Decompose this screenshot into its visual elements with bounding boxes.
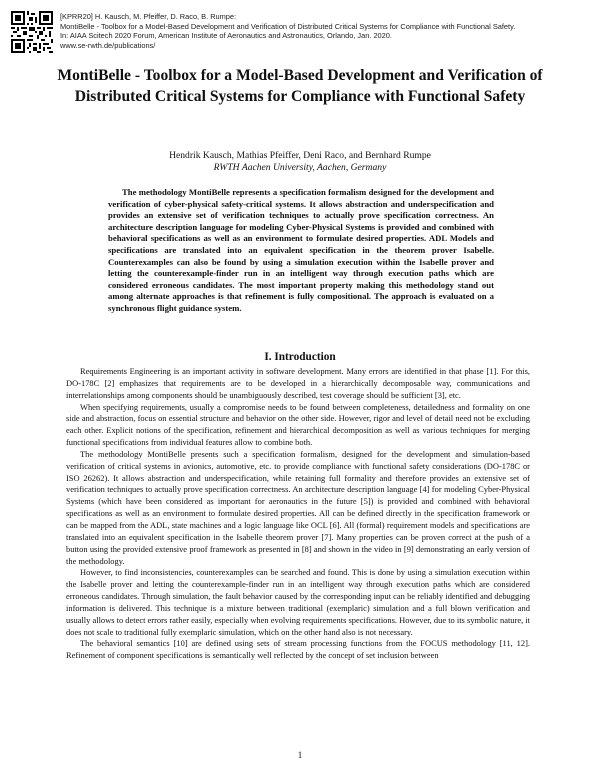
citation-header (60, 12, 590, 50)
citation-url[interactable]: www.se-rwth.de/publications/ (60, 40, 156, 50)
page-number: 1 (297, 750, 303, 760)
affiliation: RWTH Aachen University, Aachen, Germany (213, 162, 387, 173)
citation-line-1: [KPRR20] H. Kausch, M. Pfeiffer, D. Raco, B. Rumpe: (60, 12, 237, 21)
section-heading: I. Introduction (264, 351, 336, 363)
abstract-text: The methodology MontiBelle represents a specification formalism designed for the development and verification of cyber-physical safety-critical systems. It allows abstraction and underspecification and provides an extensive set of verification techniques to actually prove specification correctness. An architecture description language for modeling Cyber-Physical Systems is provided and combined with behavioral specifications as well as an environment to formulate desired properties. ADL Models and specifications are translated into an equivalent specification in the theorem prover Isabelle. Counterexamples can also be found by using a simulation execution within the Isabelle prover and letting the counterexample-finder run in an intelligent way through execution paths which are considered erroneous candidates. The most important property making this methodology stand out among alternate approaches is that refinement is fully compositional. The approach is evaluated on a synchronous flight guidance system. (108, 187, 494, 313)
paper-title: MontiBelle - Toolbox for a Model-Based Development and Verification of Distributed Critical Systems for Compliance with Functional Safety (57, 67, 543, 105)
author-list: Hendrik Kausch, Mathias Pfeiffer, Deni Raco, and Bernhard Rumpe (169, 150, 431, 161)
citation-line-3: In: AIAA Scitech 2020 Forum, American Institute of Aeronautics and Astronautics, Orlando, Jan. 2020. (60, 31, 392, 41)
paragraph: Requirements Engineering is an important activity in software development. Many errors are identified in that phase [1]. For this, DO-178C [2] emphasizes that requirements are to be developed in a hierarchically decomposable way, communications and interrelationships among components should be unambiguously described, test coverage should be sufficient [3], etc. (66, 366, 530, 400)
qr-code-icon (11, 11, 53, 53)
body-text (66, 366, 530, 662)
paragraph: However, to find inconsistencies, counterexamples can be searched and found. This is done by using a simulation execution within the Isabelle prover and letting the counterexample-finder run in an intelligent way through execution paths which are considered erroneous candidates. Through simulation, the fault behavior caused by the corresponding input can be reliably identified and debugging information is delivered. This technique is a mixture between traditional (exemplaric) simulation and a full blown verification and usually allows to detect errors rather easily, especially when evolving requirements specifications. However, due to its symbolic nature, it does not scale to traditional fully exemplaric simulation, which on the other hand also is not necessary. (66, 567, 530, 637)
paragraph: When specifying requirements, usually a compromise needs to be found between completeness, detailedness and formality on one side and abstraction, focus on essential structure and behavior on the other side. However, rigor and level of detail need not be excluding each other. Explicit notions of the specification, refinement and hierarchical decomposition as well as various techniques for merging functional specifications from individual features allow to combine both. (66, 401, 530, 448)
abstract (108, 187, 494, 315)
citation-line-2: MontiBelle - Toolbox for a Model-Based Development and Verification of Distributed Critical Systems for Compliance with Functional Safety. (60, 21, 516, 31)
paragraph: The methodology MontiBelle presents such a specification formalism, designed for the development and simulation-based verification of critical systems in avionics, automotive, etc. to provide compliance with functional safety considerations (DO-178C or ISO 26262). It allows abstraction and underspecification, while retaining full formality and therefore provides an extensive set of verification techniques to actually prove specification correctness. An architecture description language [4] for modeling Cyber-Physical Systems (which have been considered as important for aeronautics in the future [5]) is provided and combined with behavioral specifications as well as an environment to formulate desired properties. All can be defined directly in the specification framework or can be mapped from the ADL, state machines and a logic language like OCL [6]. All (formal) requirement models and specifications are translated into an equivalent specification in the Isabelle theorem prover [7]. Many properties can be proven correct at the push of a button using the provided extensive proof framework as presented in [8] and shown in the video in [9] demonstrating an early version of the methodology. (66, 448, 530, 566)
paragraph: The behavioral semantics [10] are defined using sets of stream processing functions from the FOCUS methodology [11, 12]. Refinement of component specifications is semantically well reflected by the concept of set inclusion between (66, 638, 530, 661)
